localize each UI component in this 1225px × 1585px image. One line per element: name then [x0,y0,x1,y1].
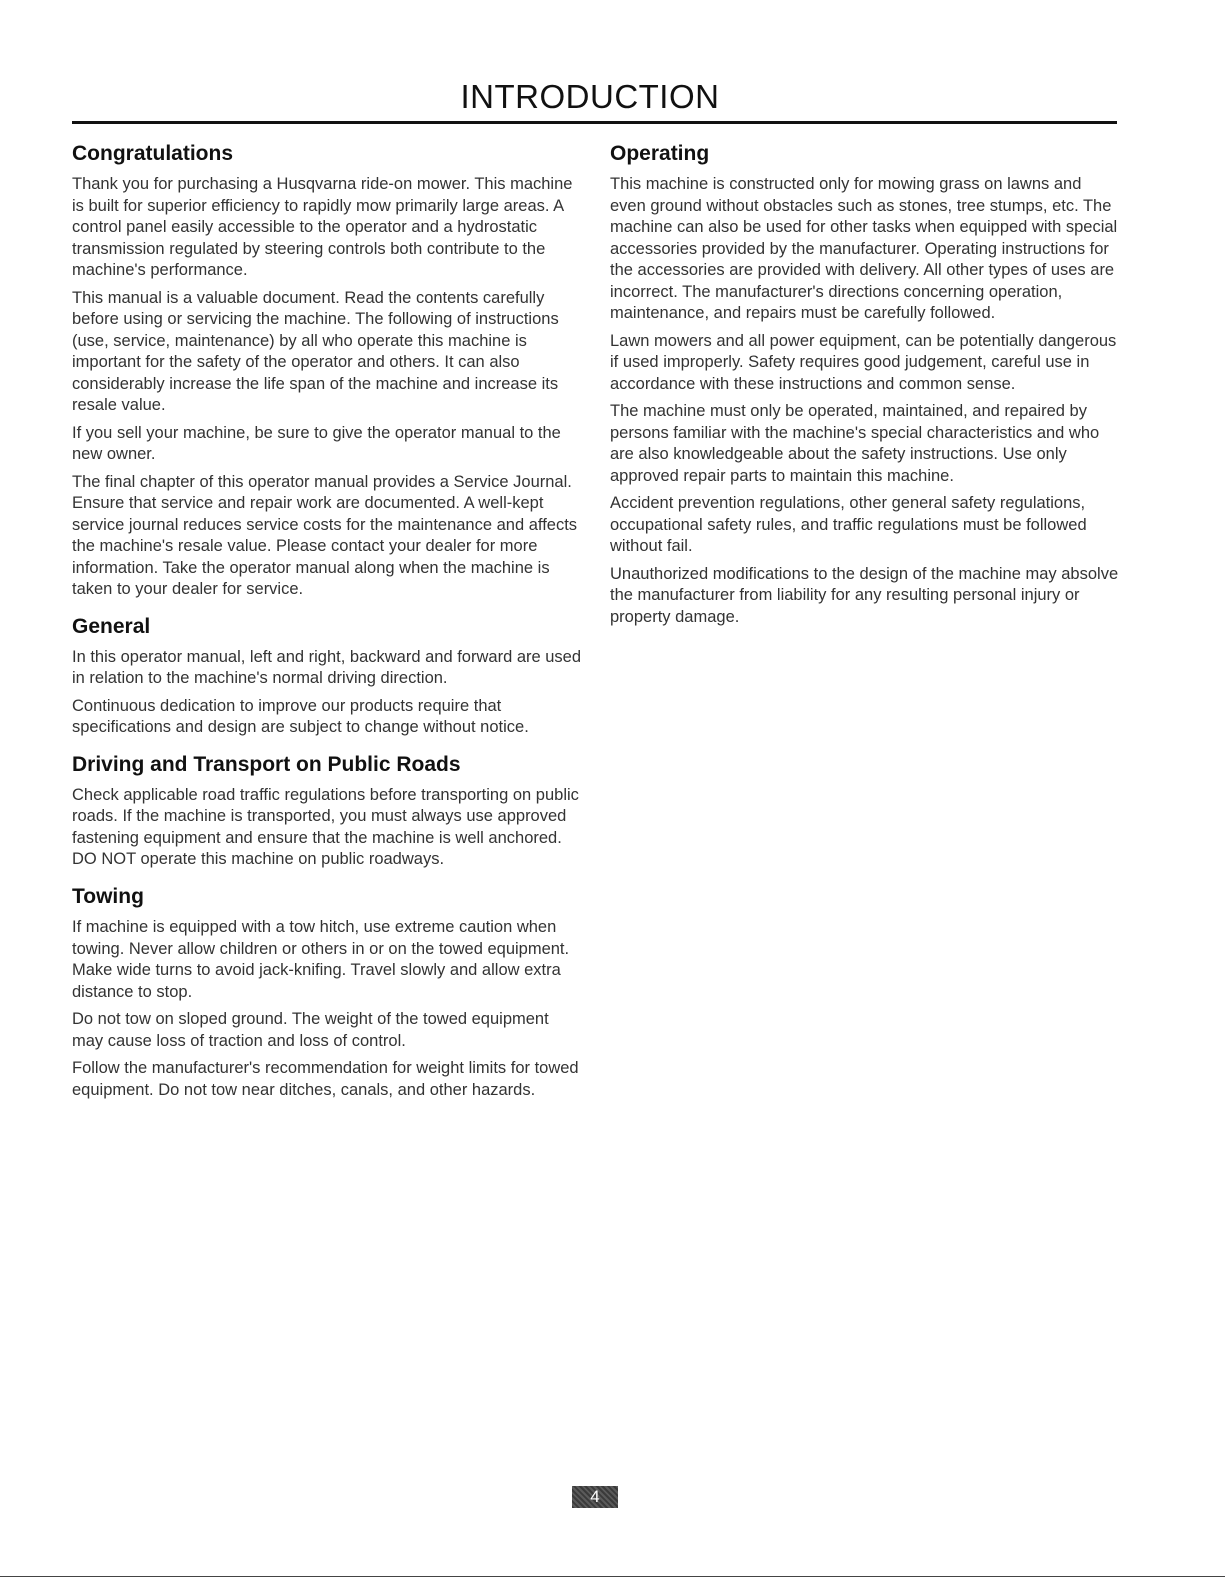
paragraph: In this operator manual, left and right, backward and forward are used in relation to the machine's normal driving direction. [72,647,582,688]
paragraph: The final chapter of this operator manual provides a Service Journal. Ensure that service and repair work are documented. A well-kept service journal reduces service costs for the maintenance and affects the machine's resale value. Please contact your dealer for more information. Take the operator manual along when the machine is taken to your dealer for service. [72,472,578,599]
paragraph: Continuous dedication to improve our products require that specifications and design are subject to change without notice. [72,696,529,737]
page-number: 4 [572,1486,618,1508]
paragraph: Thank you for purchasing a Husqvarna ride-on mower. This machine is built for superior efficiency to rapidly mow primarily large areas. A control panel easily accessible to the operator and a hydrostatic transmission regulated by steering controls both contribute to the machine's performance. [72,175,573,280]
paragraph: The machine must only be operated, maintained, and repaired by persons familiar with the machine's special characteristics and who are also knowledgeable about the safety instructions. Use only approved repair parts to maintain this machine. [610,402,1100,485]
section-heading: Driving and Transport on Public Roads [72,752,461,776]
paragraph: Accident prevention regulations, other general safety regulations, occupational safety rules, and traffic regulations must be followed without fail. [610,494,1087,556]
page-title: INTRODUCTION [460,78,720,115]
paragraph: If you sell your machine, be sure to give the operator manual to the new owner. [72,423,561,464]
paragraph: Lawn mowers and all power equipment, can be potentially dangerous if used improperly. Safety requires good judgement, careful use in accordance with these instructions and common sense. [610,331,1117,393]
paragraph: Check applicable road traffic regulations before transporting on public roads. If the machine is transported, you must always use approved fastening equipment and ensure that the machine is well anchored. DO NOT operate this machine on public roadways. [72,785,579,869]
paragraph: Follow the manufacturer's recommendation for weight limits for towed equipment. Do not tow near ditches, canals, and other hazards. [72,1059,579,1099]
right-column [610,142,1120,642]
section-heading: General [72,614,151,638]
section-heading: Congratulations [72,142,233,165]
title-rule [72,121,1117,124]
paragraph: Do not tow on sloped ground. The weight of the towed equipment may cause loss of traction and loss of control. [72,1010,549,1050]
section-towing [72,885,582,1101]
paragraph: This manual is a valuable document. Read the contents carefully before using or servicing the machine. The following of instructions (use, service, maintenance) by all who operate this machine is important for the safety of the operator and others. It can also considerably increase the life span of the machine and increase its resale value. [72,288,559,415]
bottom-rule [0,1576,1225,1577]
section-operating [610,142,1120,628]
section-heading: Operating [610,142,710,165]
section-driving-transport [72,753,582,871]
paragraph: Unauthorized modifications to the design of the machine may absolve the manufacturer from liability for any resulting personal injury or property damage. [610,564,1119,626]
section-general [72,615,582,739]
left-column [72,142,582,1115]
section-heading: Towing [72,884,144,908]
paragraph: This machine is constructed only for mowing grass on lawns and even ground without obstacles such as stones, tree stumps, etc. The machine can also be used for other tasks when equipped with special accessories provided by the manufacturer. Operating instructions for the accessories are provided with delivery. All other types of uses are incorrect. The manufacturer's directions concerning operation, maintenance, and repairs must be carefully followed. [610,175,1118,323]
paragraph: If machine is equipped with a tow hitch, use extreme caution when towing. Never allow children or others in or on the towed equipment. Make wide turns to avoid jack-knifing. Travel slowly and allow extra distance to stop. [72,918,570,1001]
section-congratulations [72,142,582,601]
